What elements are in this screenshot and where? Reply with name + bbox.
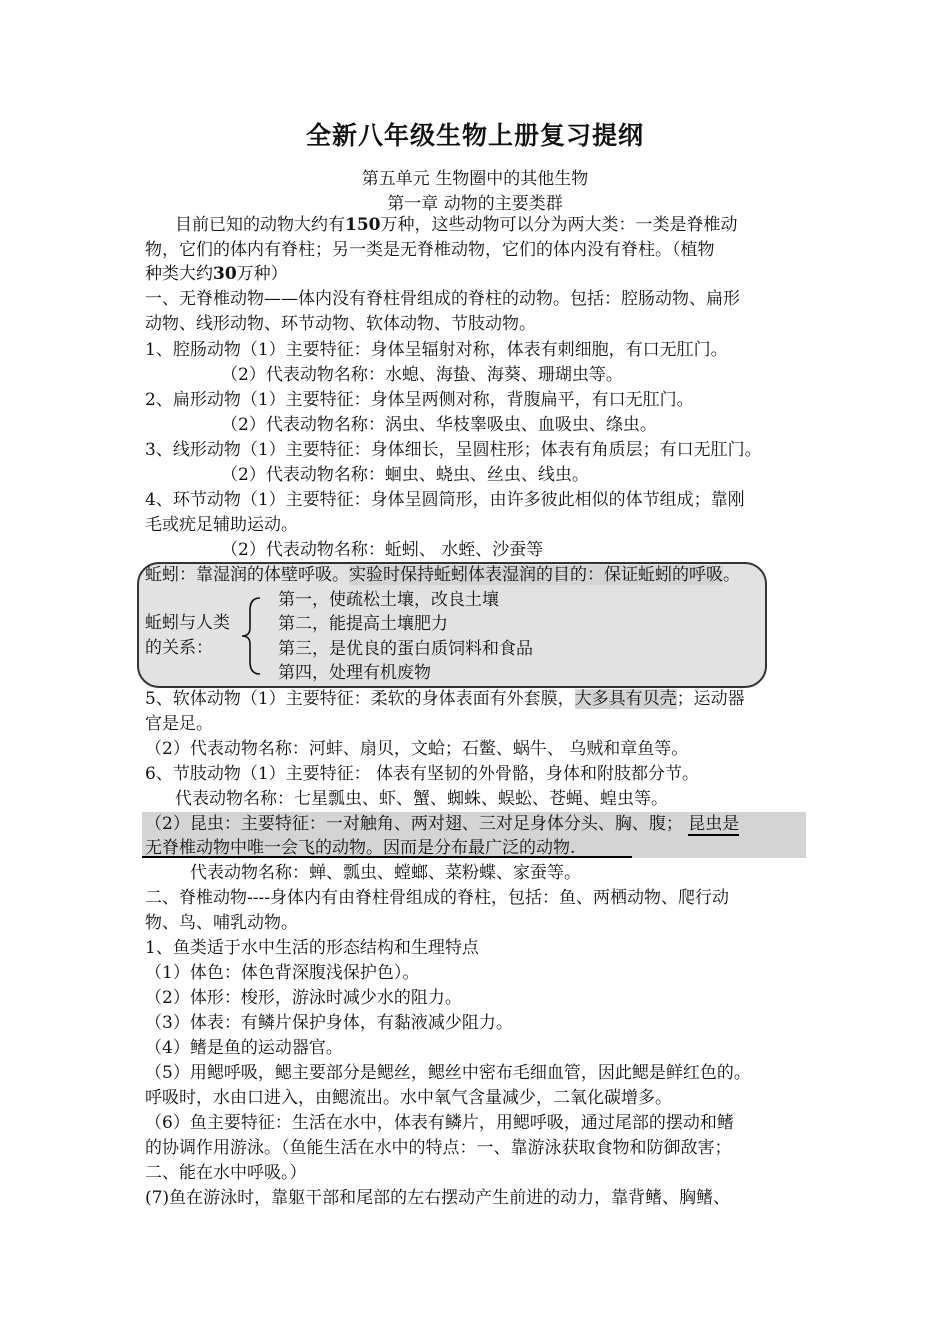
intro-line-1: 目前已知的动物大约有150万种，这些动物可以分为两大类：一类是脊椎动 [175,215,738,235]
coelenterate-examples: （2）代表动物名称：水螅、海蛰、海葵、珊瑚虫等。 [221,365,623,385]
vertebrate-line-2: 物、鸟、哺乳动物。 [145,913,298,933]
earthworm-relation-label-2: 的关系： [145,638,213,658]
fish-point-5a: （5）用鳃呼吸，鳃主要部分是鳃丝，鳃丝中密布毛细血管，因此鳃是鲜红色的。 [145,1063,751,1083]
earthworm-relation-2: 第二，能提高土壤肥力 [278,614,448,634]
intro-line-2: 物，它们的体内有脊柱；另一类是无脊椎动物，它们的体内没有脊柱。（植物 [145,240,715,260]
arthropod-features: 6、节肢动物（1）主要特征： 体表有坚韧的外骨骼，身体和附肢都分节。 [145,764,700,784]
earthworm-relation-1: 第一，使疏松土壤，改良土壤 [278,590,499,610]
mollusk-examples: （2）代表动物名称：河蚌、扇贝，文蛤；石鳖、蜗牛、 乌贼和章鱼等。 [145,739,689,759]
curly-brace-icon [240,596,262,676]
fish-point-2: （2）体形：梭形，游泳时减少水的阻力。 [145,988,462,1008]
unit-heading: 第五单元 生物圈中的其他生物 [361,169,589,189]
fish-point-7: (7)鱼在游泳时，靠躯干部和尾部的左右摆动产生前进的动力，靠背鳍、胸鳍、 [145,1188,731,1208]
fish-point-6c: 二、能在水中呼吸。） [145,1163,307,1183]
roundworm-features: 3、线形动物（1）主要特征：身体细长，呈圆柱形；体表有角质层；有口无肛门。 [145,440,762,460]
fish-point-5b: 呼吸时，水由口进入，由鳃流出。水中氧气含量减少，二氧化碳增多。 [145,1088,672,1108]
fish-heading: 1、鱼类适于水中生活的形态结构和生理特点 [145,938,479,958]
arthropod-examples: 代表动物名称：七星瓢虫、虾、蟹、蜘蛛、蜈蚣、苍蝇、蝗虫等。 [175,789,668,809]
fish-point-3: （3）体表：有鳞片保护身体，有黏液减少阻力。 [145,1013,513,1033]
earthworm-respiration: 蚯蚓：靠湿润的体壁呼吸。实验时保持蚯蚓体表湿润的目的：保证蚯蚓的呼吸。 [145,565,740,585]
annelid-examples: （2）代表动物名称：蚯蚓、 水蛭、沙蚕等 [221,540,544,560]
fish-point-6b: 的协调作用游泳。（鱼能生活在水中的特点：一、靠游泳获取食物和防御敌害； [145,1138,732,1158]
insect-features: （2）昆虫：主要特征：一对触角、两对翅、三对足身体分头、胸、腹； 昆虫是 [145,814,740,834]
vertebrate-line-1: 二、脊椎动物----身体内有由脊柱骨组成的脊柱，包括：鱼、两栖动物、爬行动 [145,888,729,908]
annelid-features-1: 4、环节动物（1）主要特征：身体呈圆筒形，由许多彼此相似的体节组成；靠刚 [145,490,745,510]
fish-point-6a: （6）鱼主要特征：生活在水中，体表有鳞片，用鳃呼吸，通过尾部的摆动和鳍 [145,1113,734,1133]
page-title: 全新八年级生物上册复习提纲 [305,121,644,150]
earthworm-relation-label-1: 蚯蚓与人类 [145,613,230,633]
invertebrate-line-1: 一、无脊椎动物——体内没有脊柱骨组成的脊柱的动物。包括：腔肠动物、扁形 [145,289,740,309]
fish-point-1: （1）体色：体色背深腹浅保护色）。 [145,963,420,983]
mollusk-features-2: 官是足。 [145,714,213,734]
fish-point-4: （4）鳍是鱼的运动器官。 [145,1038,343,1058]
roundworm-examples: （2）代表动物名称：蛔虫、蛲虫、丝虫、线虫。 [221,465,589,485]
annelid-features-2: 毛或疣足辅助运动。 [145,515,298,535]
earthworm-relation-3: 第三，是优良的蛋白质饲料和食品 [278,639,533,659]
insect-examples: 代表动物名称：蝉、瓢虫、螳螂、菜粉蝶、家蚕等。 [190,863,581,883]
coelenterate-features: 1、腔肠动物（1）主要特征：身体呈辐射对称，体表有刺细胞，有口无肛门。 [145,340,728,360]
intro-line-3: 种类大约30万种） [145,264,288,284]
flatworm-examples: （2）代表动物名称：涡虫、华枝睾吸虫、血吸虫、绦虫。 [221,415,657,435]
earthworm-relation-4: 第四，处理有机废物 [278,663,431,683]
flatworm-features: 2、扁形动物（1）主要特征：身体呈两侧对称，背腹扁平，有口无肛门。 [145,390,694,410]
mollusk-features-1: 5、软体动物（1）主要特征：柔软的身体表面有外套膜，大多具有贝壳；运动器 [145,689,745,709]
insect-features-2: 无脊椎动物中唯一会飞的动物。因而是分布最广泛的动物. [145,838,576,858]
invertebrate-line-2: 动物、线形动物、环节动物、软体动物、节肢动物。 [145,314,536,334]
chapter-heading: 第一章 动物的主要类群 [387,194,563,214]
